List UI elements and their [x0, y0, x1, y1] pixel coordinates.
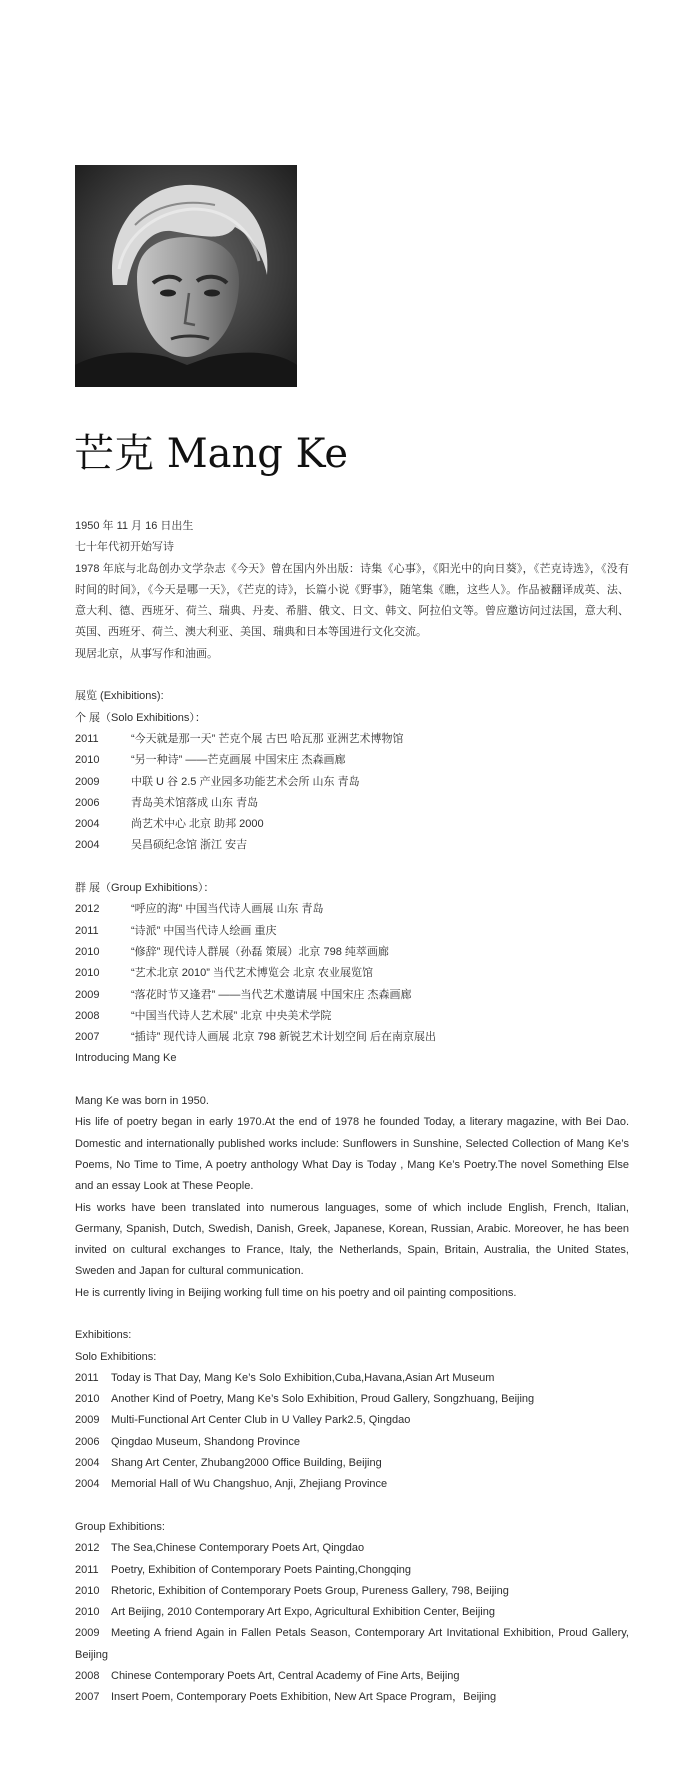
- year: 2009: [75, 988, 100, 1001]
- list-item: [75, 729, 629, 750]
- solo-heading-cn: 个 展（Solo Exhibitions）：: [75, 711, 206, 724]
- exhibition-text: Chinese Contemporary Poets Art, Central Academy of Fine Arts, Beijing: [111, 1670, 460, 1683]
- list-item: [75, 1666, 629, 1687]
- exhibitions-heading-cn: 展览 (Exhibitions):: [75, 690, 164, 703]
- list-item: [75, 835, 629, 856]
- list-item: [75, 1368, 629, 1389]
- solo-list-cn: [75, 729, 629, 857]
- exhibition-text: “插诗” 现代诗人画展 北京 798 新锐艺术计划空间 后在南京展出: [131, 1031, 436, 1044]
- year: 2008: [75, 1670, 100, 1683]
- year: 2006: [75, 1435, 100, 1448]
- group-heading-en: Group Exhibitions:: [75, 1520, 165, 1533]
- exhibition-text: Meeting A friend Again in Fallen Petals Season, Contemporary Art Invitational Exhibition, Proud Gallery, Beijing: [75, 1627, 629, 1661]
- exhibition-text: Memorial Hall of Wu Changshuo, Anji, Zhejiang Province: [111, 1478, 388, 1491]
- year: 2010: [75, 1606, 100, 1619]
- year: 2010: [75, 1393, 100, 1406]
- bio-began-cn: 七十年代初开始写诗: [75, 541, 174, 554]
- year: 2011: [75, 732, 99, 745]
- year: 2010: [75, 1584, 100, 1597]
- year: 2011: [75, 1563, 99, 1576]
- year: 2010: [75, 754, 100, 767]
- exhibition-text: “诗派” 中国当代诗人绘画 重庆: [131, 924, 277, 937]
- list-item: [75, 1623, 629, 1666]
- list-item: [75, 1389, 629, 1410]
- year: 2009: [75, 1627, 100, 1640]
- list-item: [75, 1453, 629, 1474]
- year: 2004: [75, 1478, 100, 1491]
- list-item: [75, 985, 629, 1006]
- list-item: [75, 1538, 629, 1559]
- exhibition-text: Today is That Day, Mang Ke’s Solo Exhibition,Cuba,Havana,Asian Art Museum: [111, 1371, 495, 1384]
- year: 2004: [75, 818, 100, 831]
- list-item: [75, 1581, 629, 1602]
- exhibition-text: “今天就是那一天” 芒克个展 古巴 哈瓦那 亚洲艺术博物馆: [131, 732, 404, 745]
- list-item: [75, 1027, 629, 1048]
- bio-born-en: Mang Ke was born in 1950.: [75, 1095, 209, 1108]
- exhibition-text: Qingdao Museum, Shandong Province: [111, 1435, 300, 1448]
- year: 2012: [75, 1542, 100, 1555]
- bio-now-en: He is currently living in Beijing working full time on his poetry and oil painting compositions.: [75, 1286, 517, 1299]
- intro-heading-en: Introducing Mang Ke: [75, 1052, 177, 1065]
- bio-published-cn: 1978 年底与北岛创办文学杂志《今天》曾在国内外出版：诗集《心事》，《阳光中的向日葵》，《芒克诗选》，《没有时间的时间》，《今天是哪一天》，《芒克的诗》，长篇小说《野事》，随笔集《瞧，这些人》。作品被翻译成英、法、意大利、德、西班牙、荷兰、瑞典、丹麦、希腊、俄文、日文、韩文、阿拉伯文等。曾应邀访问过法国，意大利、英国、西班牙、荷兰、澳大利亚、美国、瑞典和日本等国进行文化交流。: [75, 562, 629, 639]
- exhibition-text: Shang Art Center, Zhubang2000 Office Building, Beijing: [111, 1457, 382, 1470]
- year: 2006: [75, 796, 100, 809]
- group-list-en: [75, 1538, 629, 1708]
- page-title: 芒克 Mang Ke: [74, 431, 349, 477]
- bio-translated-en: His works have been translated into numerous languages, some of which include English, French, Italian, Germany, Spanish, Dutch, Swedish, Danish, Greek, Japanese, Korean, Russian, Arabic. Moreover, he has been invited on cultural exchanges to France, Italy, the Netherlands, Spain, Britain, Australia, the United States, Sweden and Japan for cultural communication.: [75, 1201, 629, 1278]
- year: 2007: [75, 1691, 100, 1704]
- group-heading-cn: 群 展（Group Exhibitions）：: [75, 882, 215, 895]
- list-item: [75, 772, 629, 793]
- exhibition-text: “艺术北京 2010” 当代艺术博览会 北京 农业展览馆: [131, 967, 374, 980]
- exhibition-text: “落花时节又逢君” ——当代艺术邀请展 中国宋庄 杰森画廊: [131, 988, 412, 1001]
- year: 2010: [75, 945, 100, 958]
- year: 2011: [75, 1371, 99, 1384]
- exhibition-text: 尚艺术中心 北京 助邦 2000: [131, 818, 264, 831]
- exhibition-text: 吴昌硕纪念馆 浙江 安吉: [131, 839, 248, 852]
- exhibition-text: 青岛美术馆落成 山东 青岛: [131, 796, 259, 809]
- bio-now-cn: 现居北京，从事写作和油画。: [75, 647, 218, 660]
- list-item: [75, 899, 629, 920]
- year: 2004: [75, 839, 100, 852]
- exhibition-text: Insert Poem, Contemporary Poets Exhibition, New Art Space Program，Beijing: [111, 1691, 497, 1704]
- exhibition-text: Art Beijing, 2010 Contemporary Art Expo, Agricultural Exhibition Center, Beijing: [111, 1606, 495, 1619]
- exhibition-text: Another Kind of Poetry, Mang Ke’s Solo Exhibition, Proud Gallery, Songzhuang, Beijing: [111, 1393, 535, 1406]
- exhibition-text: Rhetoric, Exhibition of Contemporary Poets Group, Pureness Gallery, 798, Beijing: [111, 1584, 509, 1597]
- year: 2009: [75, 1414, 100, 1427]
- bio-life-en: His life of poetry began in early 1970.At the end of 1978 he founded Today, a literary magazine, with Bei Dao. Domestic and internationally published works include: Sunflowers in Sunshine, Selected Collection of Mang Ke’s Poems, No Time to Time, A poetry anthology What Day is Today , Mang Ke’s Poetry.The novel Something Else and an essay Look at These People.: [75, 1116, 629, 1193]
- exhibitions-heading-en: Exhibitions:: [75, 1329, 132, 1342]
- exhibition-text: Multi-Functional Art Center Club in U Valley Park2.5, Qingdao: [111, 1414, 411, 1427]
- solo-list-en: [75, 1368, 629, 1496]
- year: 2012: [75, 903, 100, 916]
- list-item: [75, 814, 629, 835]
- list-item: [75, 942, 629, 963]
- year: 2004: [75, 1457, 100, 1470]
- list-item: [75, 1602, 629, 1623]
- exhibition-text: “另一种诗” ——芒克画展 中国宋庄 杰森画廊: [131, 754, 346, 767]
- biography: [75, 516, 629, 1709]
- list-item: [75, 1474, 629, 1495]
- list-item: [75, 1560, 629, 1581]
- list-item: [75, 750, 629, 771]
- year: 2008: [75, 1009, 100, 1022]
- year: 2011: [75, 924, 99, 937]
- list-item: [75, 963, 629, 984]
- exhibition-text: The Sea,Chinese Contemporary Poets Art, Qingdao: [111, 1542, 365, 1555]
- exhibition-text: 中联 U 谷 2.5 产业园多功能艺术会所 山东 青岛: [131, 775, 360, 788]
- year: 2010: [75, 967, 100, 980]
- portrait-photo: [75, 165, 297, 387]
- list-item: [75, 1687, 629, 1708]
- list-item: [75, 921, 629, 942]
- list-item: [75, 1410, 629, 1431]
- list-item: [75, 1432, 629, 1453]
- man-portrait-icon: [75, 165, 297, 387]
- bio-born-cn: 1950 年 11 月 16 日出生: [75, 520, 194, 532]
- exhibition-text: “修辞” 现代诗人群展（孙磊 策展）北京 798 纯萃画廊: [131, 945, 389, 958]
- group-list-cn: [75, 899, 629, 1048]
- solo-heading-en: Solo Exhibitions:: [75, 1350, 157, 1363]
- year: 2009: [75, 775, 100, 788]
- exhibition-text: “中国当代诗人艺术展” 北京 中央美术学院: [131, 1009, 332, 1022]
- exhibition-text: Poetry, Exhibition of Contemporary Poets Painting,Chongqing: [111, 1563, 412, 1576]
- year: 2007: [75, 1031, 100, 1044]
- list-item: [75, 793, 629, 814]
- list-item: [75, 1006, 629, 1027]
- exhibition-text: “呼应的海” 中国当代诗人画展 山东 青岛: [131, 903, 324, 916]
